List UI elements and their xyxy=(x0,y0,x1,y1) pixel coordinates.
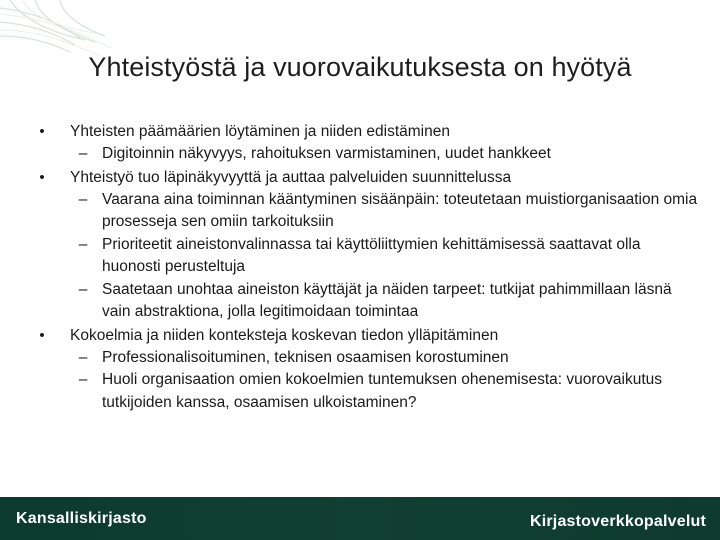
dash-icon: – xyxy=(78,348,88,366)
corner-line-decoration xyxy=(0,0,140,60)
bullet-text: Yhteistyö tuo läpinäkyvyyttä ja auttaa palveluiden suunnittelussa xyxy=(70,168,512,186)
bullet-item xyxy=(32,120,702,143)
bullet-list xyxy=(32,120,702,414)
sub-bullet-text: Saatetaan unohtaa aineiston käyttäjät ja näiden tarpeet: tutkijat pahimmillaan läsnä vain abstraktiona, jolla legitimoidaan toimintaa xyxy=(102,280,672,320)
bullet-text: Kokoelmia ja niiden konteksteja koskevan tiedon ylläpitäminen xyxy=(70,326,499,344)
dash-icon: – xyxy=(78,190,88,208)
footer-logo-kansalliskirjasto: Kansalliskirjasto xyxy=(16,510,147,527)
dash-icon: – xyxy=(78,280,88,298)
sub-bullet-text: Professionalisoituminen, teknisen osaamisen korostuminen xyxy=(102,348,509,366)
bullet-item xyxy=(32,166,702,189)
bullet-item xyxy=(32,324,702,347)
bullet-dot-icon: • xyxy=(39,168,45,186)
dash-icon: – xyxy=(78,371,88,388)
sub-bullet-text: Vaarana aina toiminnan kääntyminen sisäänpäin: toteutetaan muistiorganisaation omia prosesseja sen omiin tarkoituksiin xyxy=(102,190,698,230)
sub-bullet-text: Huoli organisaation omien kokoelmien tuntemuksen ohenemisesta: vuorovaikutus tutkijoiden kanssa, osaamisen ulkoistaminen? xyxy=(102,371,663,411)
sub-bullet-text: Digitoinnin näkyvyys, rahoituksen varmistaminen, uudet hankkeet xyxy=(102,145,551,162)
dash-icon: – xyxy=(78,235,88,253)
sub-bullet-item xyxy=(32,189,702,234)
sub-bullet-item xyxy=(32,234,702,279)
bullet-dot-icon: • xyxy=(39,123,45,140)
sub-bullet-text: Prioriteetit aineistonvalinnassa tai käyttöliittymien kehittämisessä saattavat olla huonosti perusteltuja xyxy=(102,235,641,275)
footer-logo-kirjastoverkkopalvelut: Kirjastoverkkopalvelut xyxy=(529,513,706,530)
sub-bullet-item xyxy=(32,347,702,370)
sub-bullet-item xyxy=(32,143,702,166)
footer-bar xyxy=(0,497,720,540)
dash-icon: – xyxy=(78,145,88,162)
sub-bullet-item xyxy=(32,369,702,414)
bullet-dot-icon: • xyxy=(39,326,45,344)
sub-bullet-item xyxy=(32,279,702,324)
slide-title: Yhteistyöstä ja vuorovaikutuksesta on hyötyä xyxy=(88,52,632,82)
bullet-text: Yhteisten päämäärien löytäminen ja niiden edistäminen xyxy=(70,123,450,140)
